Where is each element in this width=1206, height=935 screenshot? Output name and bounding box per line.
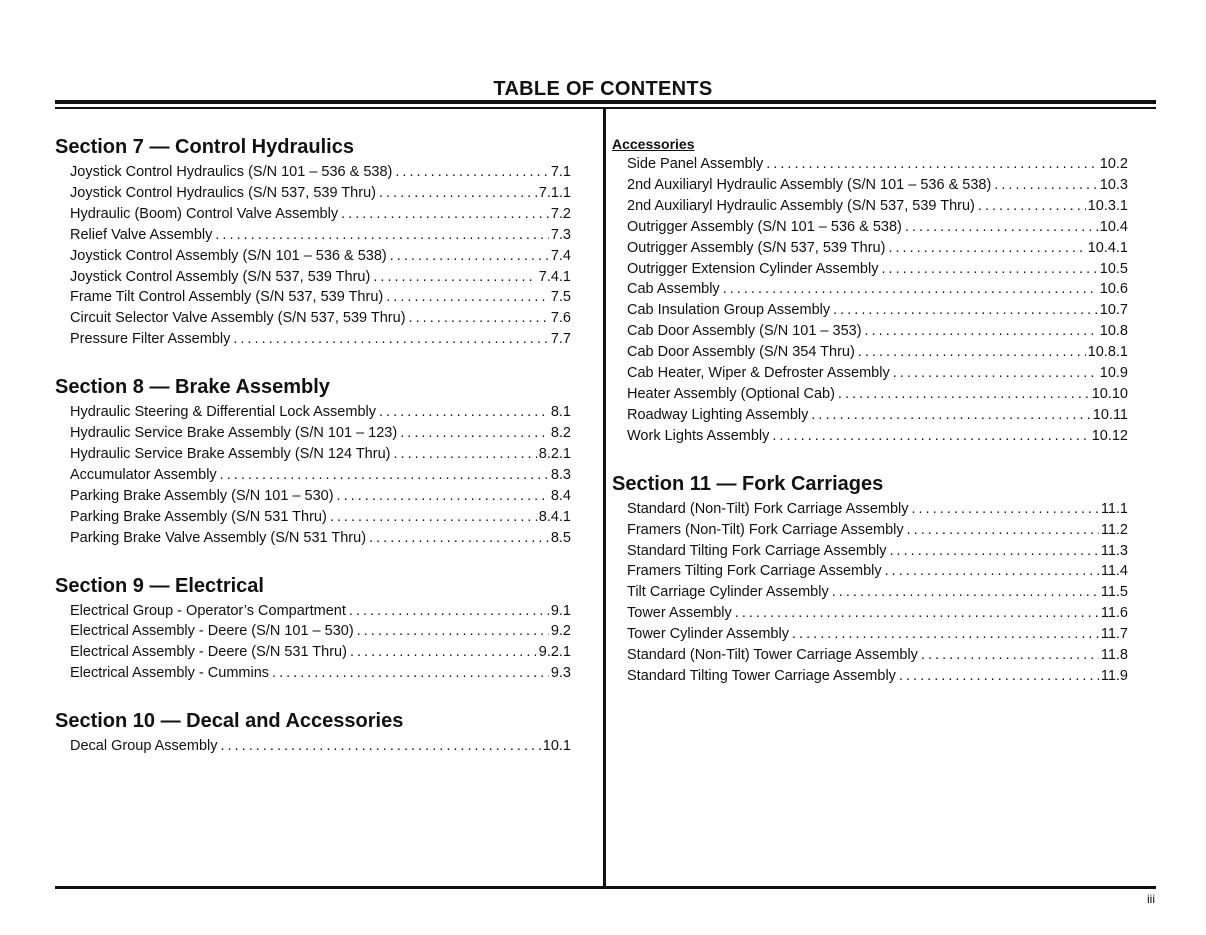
toc-section: [55, 708, 571, 757]
toc-entry-label: Decal Group Assembly: [70, 738, 218, 755]
dot-leader: [994, 175, 1097, 196]
dot-leader: [386, 287, 549, 308]
toc-entry-label: Joystick Control Assembly (S/N 101 – 536 & 538): [70, 247, 387, 264]
toc-entry[interactable]: [70, 621, 571, 642]
toc-entry-page: 7.5: [550, 289, 571, 306]
toc-entry-label: Side Panel Assembly: [627, 156, 764, 172]
toc-entry[interactable]: [70, 444, 571, 465]
toc-entry-page: 8.2.1: [538, 445, 571, 462]
dot-leader: [885, 561, 1099, 582]
toc-entry-page: 10.1: [542, 738, 571, 755]
toc-entry-label: Parking Brake Valve Assembly (S/N 531 Thru): [70, 529, 367, 546]
toc-entry-page: 7.2: [550, 205, 571, 222]
section-heading: Section 9 — Electrical: [55, 574, 264, 597]
toc-section: [55, 134, 571, 350]
section-heading: Section 7 — Control Hydraulics: [55, 136, 354, 158]
dot-leader: [912, 499, 1099, 520]
toc-entry-page: 8.2: [550, 425, 571, 442]
dot-leader: [379, 183, 537, 204]
toc-entry-page: 10.12: [1091, 427, 1128, 444]
toc-entry-label: Cab Insulation Group Assembly: [627, 302, 831, 319]
toc-entry-page: 7.1.1: [538, 184, 571, 201]
subsection-heading: Accessories: [612, 136, 695, 152]
footer-rule: [55, 886, 1156, 889]
toc-entry-label: Cab Door Assembly (S/N 354 Thru): [627, 344, 855, 361]
toc-entry-label: Hydraulic Service Brake Assembly (S/N 101 – 123): [70, 425, 398, 442]
toc-entry-label: Outrigger Extension Cylinder Assembly: [627, 260, 879, 277]
toc-entry-label: Tower Assembly: [627, 605, 732, 622]
toc-entry[interactable]: [627, 279, 1128, 300]
toc-entry-page: 11.3: [1100, 542, 1128, 559]
toc-entry-label: Roadway Lighting Assembly: [627, 406, 809, 423]
toc-entry-label: Electrical Assembly - Deere (S/N 101 – 530): [70, 623, 354, 640]
toc-entry-page: 11.4: [1100, 563, 1128, 580]
dot-leader: [357, 621, 549, 642]
toc-entry-page: 10.2: [1099, 156, 1128, 172]
dot-leader: [811, 405, 1090, 426]
toc-entry-label: Standard Tilting Tower Carriage Assembly: [627, 667, 896, 684]
toc-entry[interactable]: [627, 196, 1128, 217]
dot-leader: [792, 624, 1099, 645]
toc-entry-page: 7.1: [550, 164, 571, 180]
toc-entry-page: 11.5: [1100, 584, 1128, 601]
toc-entry[interactable]: [70, 308, 571, 329]
toc-entry-label: Relief Valve Assembly: [70, 226, 213, 243]
toc-entry-page: 10.7: [1099, 302, 1128, 319]
toc-entry-page: 8.4.1: [538, 508, 571, 525]
dot-leader: [905, 217, 1098, 238]
toc-entry[interactable]: [70, 486, 571, 507]
toc-entry-page: 8.1: [550, 404, 571, 421]
page-title: TABLE OF CONTENTS: [493, 78, 713, 100]
toc-entry[interactable]: [627, 175, 1128, 196]
toc-entry[interactable]: [627, 217, 1128, 238]
toc-entry-page: 10.4.1: [1087, 239, 1128, 256]
toc-entry-page: 10.8: [1099, 323, 1128, 340]
toc-entry[interactable]: [70, 423, 571, 444]
toc-entry-page: 7.4.1: [538, 268, 571, 285]
toc-entry[interactable]: [627, 342, 1128, 363]
dot-leader: [881, 259, 1097, 280]
toc-entry-page: 8.4: [550, 487, 571, 504]
section-heading: Section 11 — Fork Carriages: [612, 472, 884, 495]
dot-leader: [341, 204, 549, 225]
toc-entry-page: 11.2: [1100, 521, 1128, 538]
toc-entry[interactable]: [70, 204, 571, 225]
toc-entry[interactable]: [627, 645, 1128, 666]
toc-entry-page: 8.5: [550, 529, 571, 546]
toc-entry-label: Electrical Assembly - Cummins: [70, 665, 270, 682]
toc-entry[interactable]: [70, 642, 571, 663]
toc-entry[interactable]: [70, 663, 571, 684]
toc-entry-label: Cab Door Assembly (S/N 101 – 353): [627, 323, 862, 340]
toc-entry[interactable]: [70, 507, 571, 528]
toc-entry-page: 7.3: [550, 226, 571, 243]
toc-entry-page: 11.9: [1100, 667, 1128, 684]
toc-entry[interactable]: [70, 267, 571, 288]
toc-entry[interactable]: [627, 561, 1128, 582]
toc-entry[interactable]: [627, 363, 1128, 384]
toc-entry[interactable]: [627, 384, 1128, 405]
toc-entry-label: Hydraulic (Boom) Control Valve Assembly: [70, 205, 339, 222]
toc-entry-page: 9.2: [550, 623, 571, 640]
toc-entry[interactable]: [70, 402, 571, 423]
toc-entry-page: 11.1: [1100, 500, 1128, 517]
toc-entry[interactable]: [627, 426, 1128, 447]
toc-entry-page: 10.4: [1099, 218, 1128, 235]
toc-entry-page: 11.6: [1100, 605, 1128, 622]
dot-leader: [390, 246, 549, 267]
toc-entry[interactable]: [627, 666, 1128, 687]
section-heading: Section 10 — Decal and Accessories: [55, 710, 404, 733]
toc-entry-page: 9.2.1: [538, 644, 571, 661]
dot-leader: [838, 384, 1090, 405]
toc-section: [612, 471, 1128, 687]
toc-entry-page: 10.3: [1099, 176, 1128, 193]
toc-entry[interactable]: [627, 321, 1128, 342]
toc-entry[interactable]: [627, 300, 1128, 321]
page-number: iii: [1147, 892, 1155, 906]
dot-leader: [735, 603, 1099, 624]
dot-leader: [890, 541, 1099, 562]
dot-leader: [865, 321, 1098, 342]
toc-entry-label: Electrical Assembly - Deere (S/N 531 Thru): [70, 644, 347, 661]
dot-leader: [888, 238, 1085, 259]
toc-entry[interactable]: [627, 259, 1128, 280]
toc-entry[interactable]: [70, 183, 571, 204]
dot-leader: [858, 342, 1086, 363]
toc-entry-page: 7.7: [550, 331, 571, 348]
dot-leader: [723, 279, 1098, 300]
toc-entry-label: Frame Tilt Control Assembly (S/N 537, 539 Thru): [70, 289, 384, 306]
toc-entry-label: Joystick Control Assembly (S/N 537, 539 Thru): [70, 268, 371, 285]
toc-entry-label: Standard (Non-Tilt) Tower Carriage Assembly: [627, 647, 918, 664]
toc-entry[interactable]: [70, 225, 571, 246]
toc-entry[interactable]: [627, 624, 1128, 645]
toc-entry[interactable]: [70, 528, 571, 549]
dot-leader: [379, 402, 549, 423]
toc-entry[interactable]: [627, 405, 1128, 426]
toc-entry-label: Accumulator Assembly: [70, 466, 217, 483]
toc-entry-page: 7.6: [550, 310, 571, 327]
toc-entry[interactable]: [627, 499, 1128, 520]
toc-entry-page: 10.6: [1099, 281, 1128, 298]
toc-entry-label: 2nd Auxiliaryl Hydraulic Assembly (S/N 537, 539 Thru): [627, 197, 975, 214]
toc-entry-page: 9.1: [550, 602, 571, 619]
dot-leader: [899, 666, 1099, 687]
header-rule-thick: [55, 100, 1156, 104]
dot-leader: [921, 645, 1099, 666]
dot-leader: [373, 267, 536, 288]
toc-entry[interactable]: [627, 238, 1128, 259]
toc-section: [55, 374, 571, 548]
toc-entry-label: Heater Assembly (Optional Cab): [627, 385, 835, 402]
right-column: [612, 134, 1128, 711]
toc-entry-page: 11.7: [1100, 626, 1128, 643]
toc-entry-page: 10.11: [1092, 406, 1128, 423]
toc-entry-page: 8.3: [550, 466, 571, 483]
dot-leader: [393, 444, 536, 465]
toc-entry[interactable]: [70, 287, 571, 308]
dot-leader: [349, 601, 549, 622]
dot-leader: [907, 520, 1099, 541]
section-heading: Section 8 — Brake Assembly: [55, 376, 330, 399]
toc-entry[interactable]: [627, 520, 1128, 541]
toc-entry-label: Framers (Non-Tilt) Fork Carriage Assembly: [627, 521, 904, 538]
toc-entry-label: Hydraulic Service Brake Assembly (S/N 124 Thru): [70, 445, 391, 462]
toc-entry-label: Cab Heater, Wiper & Defroster Assembly: [627, 365, 890, 382]
toc-entry[interactable]: [70, 465, 571, 486]
toc-entry-label: Circuit Selector Valve Assembly (S/N 537, 539 Thru): [70, 310, 406, 327]
toc-entry-page: 10.5: [1099, 260, 1128, 277]
dot-leader: [766, 154, 1098, 175]
toc-entry-page: 11.8: [1100, 647, 1128, 664]
toc-entry-label: Joystick Control Hydraulics (S/N 537, 539 Thru): [70, 184, 376, 201]
toc-entry-label: Tilt Carriage Cylinder Assembly: [627, 584, 829, 601]
toc-entry[interactable]: [70, 246, 571, 267]
toc-entry-label: Hydraulic Steering & Differential Lock Assembly: [70, 404, 376, 421]
dot-leader: [409, 308, 549, 329]
toc-entry-page: 10.10: [1091, 385, 1128, 402]
toc-entry[interactable]: [627, 582, 1128, 603]
toc-entry[interactable]: [627, 541, 1128, 562]
toc-entry[interactable]: [70, 601, 571, 622]
toc-entry[interactable]: [627, 603, 1128, 624]
dot-leader: [220, 465, 549, 486]
dot-leader: [233, 329, 548, 350]
toc-entry-label: Electrical Group - Operator’s Compartment: [70, 602, 346, 619]
toc-entry-label: Standard (Non-Tilt) Fork Carriage Assembly: [627, 500, 909, 517]
toc-entry-label: Cab Assembly: [627, 281, 720, 298]
dot-leader: [220, 736, 540, 757]
toc-entry-page: 10.8.1: [1087, 344, 1128, 361]
toc-entry-label: Standard Tilting Fork Carriage Assembly: [627, 542, 887, 559]
toc-entry-label: Pressure Filter Assembly: [70, 331, 231, 348]
dot-leader: [272, 663, 549, 684]
toc-entry-page: 9.3: [550, 665, 571, 682]
dot-leader: [337, 486, 549, 507]
toc-entry-page: 7.4: [550, 247, 571, 264]
dot-leader: [400, 423, 549, 444]
toc-entry-label: 2nd Auxiliaryl Hydraulic Assembly (S/N 101 – 536 & 538): [627, 176, 992, 193]
dot-leader: [215, 225, 548, 246]
dot-leader: [369, 528, 549, 549]
toc-entry-label: Outrigger Assembly (S/N 101 – 536 & 538): [627, 218, 902, 235]
accessories-subsection: [612, 134, 1128, 447]
toc-section: [55, 573, 571, 685]
toc-entry-label: Outrigger Assembly (S/N 537, 539 Thru): [627, 239, 886, 256]
dot-leader: [978, 196, 1086, 217]
toc-entry-label: Parking Brake Assembly (S/N 531 Thru): [70, 508, 327, 525]
toc-entry-page: 10.9: [1099, 365, 1128, 382]
toc-entry-label: Joystick Control Hydraulics (S/N 101 – 536 & 538): [70, 164, 393, 180]
dot-leader: [772, 426, 1089, 447]
toc-entry-label: Work Lights Assembly: [627, 427, 770, 444]
dot-leader: [395, 162, 548, 183]
dot-leader: [350, 642, 537, 663]
toc-entry-label: Framers Tilting Fork Carriage Assembly: [627, 563, 882, 580]
toc-entry-label: Tower Cylinder Assembly: [627, 626, 789, 643]
dot-leader: [833, 300, 1098, 321]
toc-entry[interactable]: [70, 329, 571, 350]
left-column: [55, 134, 571, 781]
dot-leader: [893, 363, 1098, 384]
dot-leader: [832, 582, 1099, 603]
toc-entry[interactable]: [627, 154, 1128, 175]
column-divider: [603, 109, 606, 889]
toc-entry[interactable]: [70, 162, 571, 183]
toc-entry-page: 10.3.1: [1087, 197, 1128, 214]
toc-entry[interactable]: [70, 736, 571, 757]
toc-entry-label: Parking Brake Assembly (S/N 101 – 530): [70, 487, 334, 504]
dot-leader: [330, 507, 537, 528]
